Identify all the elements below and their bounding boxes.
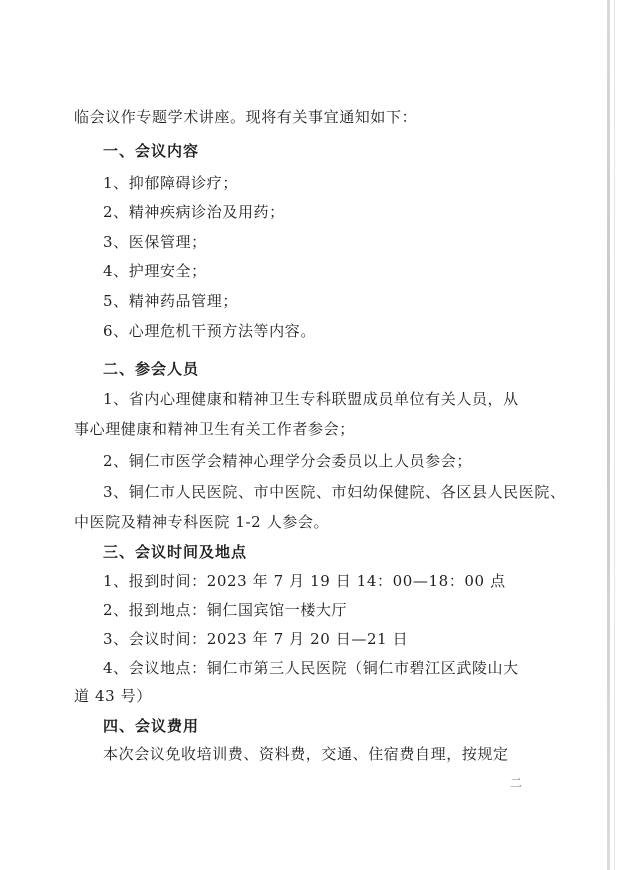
fees-body-line-1: 本次会议免收培训费、资料费，交通、住宿费自理，按规定 [103,745,509,763]
meeting-location-line-2: 道 43 号） [74,687,152,705]
content-item-2: 2、精神疾病诊治及用药； [103,203,285,221]
attendees-item-3-line-2: 中医院及精神专科医院 1-2 人参会。 [74,513,330,531]
section-heading-content: 一、会议内容 [103,142,200,160]
scan-edge [607,0,610,870]
attendees-item-3-line-1: 3、铜仁市人民医院、市中医院、市妇幼保健院、各区县人民医院、 [103,483,566,501]
attendees-item-1-line-2: 事心理健康和精神卫生有关工作者参会； [74,420,355,438]
content-item-1: 1、抑郁障碍诊疗； [103,174,238,192]
section-heading-attendees: 二、参会人员 [103,360,200,378]
content-item-5: 5、精神药品管理； [103,292,238,310]
checkin-time: 1、报到时间：2023 年 7 月 19 日 14：00—18：00 点 [103,572,506,590]
content-item-6: 6、心理危机干预方法等内容。 [103,322,316,340]
content-item-3: 3、医保管理； [103,233,207,251]
scan-edge-shadow [614,0,615,870]
attendees-item-2: 2、铜仁市医学会精神心理学分会委员以上人员参会； [103,452,472,470]
meeting-location-line-1: 4、会议地点：铜仁市第三人民医院（铜仁市碧江区武陵山大 [103,659,519,677]
checkin-location: 2、报到地点：铜仁国宾馆一楼大厅 [103,601,348,619]
attendees-item-1-line-1: 1、省内心理健康和精神卫生专科联盟成员单位有关人员，从 [103,390,519,408]
page-number: 二 [510,776,523,790]
content-item-4: 4、护理安全； [103,262,207,280]
intro-line: 临会议作专题学术讲座。现将有关事宜通知如下： [74,108,418,126]
section-heading-fees: 四、会议费用 [103,717,200,735]
meeting-time: 3、会议时间：2023 年 7 月 20 日—21 日 [103,630,409,648]
section-heading-time-location: 三、会议时间及地点 [103,543,248,561]
